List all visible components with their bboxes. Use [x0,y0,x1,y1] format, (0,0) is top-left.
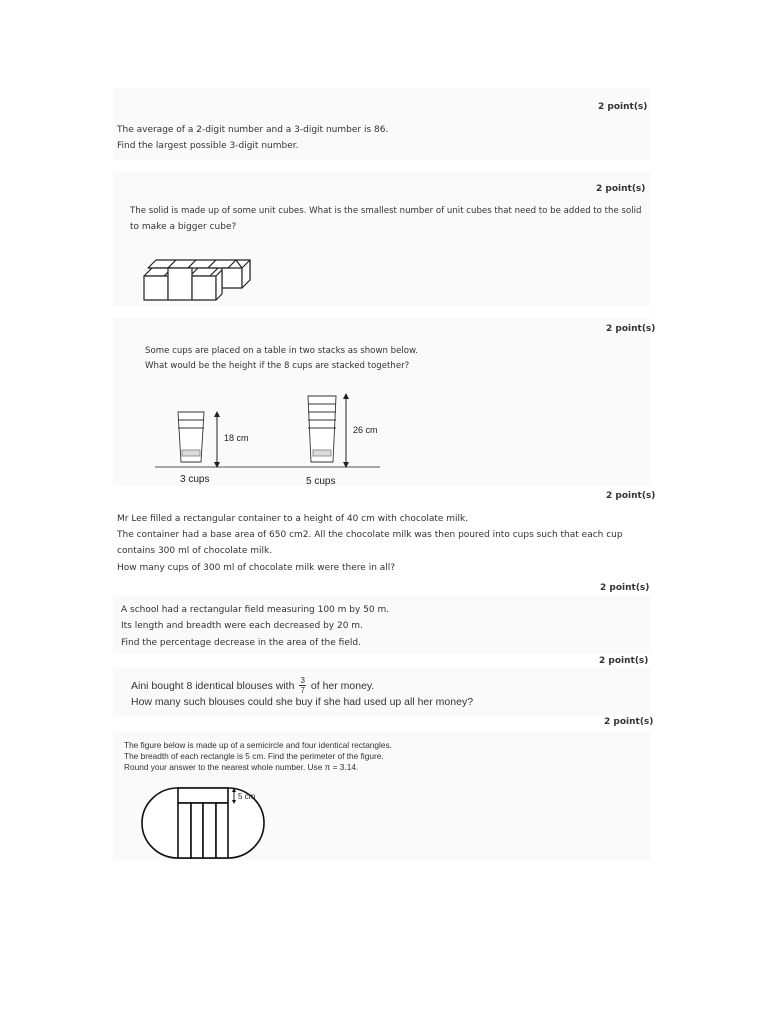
semicircle-rectangles-figure [138,786,268,862]
question-4-line-2: The container had a base area of 650 cm2. All the chocolate milk was then poured into cups such that each cup [117,530,623,540]
question-1-line-2: Find the largest possible 3-digit number. [117,141,299,151]
question-7-line-1: The figure below is made up of a semicircle and four identical rectangles. [124,740,392,750]
question-1-points: 2 point(s) [598,102,648,112]
question-6-line-1 [131,676,374,695]
question-6-points: 2 point(s) [599,656,649,666]
question-6-text-before: Aini bought 8 identical blouses with [131,679,295,692]
right-stack-caption: 5 cups [306,476,336,487]
question-3-line-2: What would be the height if the 8 cups are stacked together? [145,361,410,371]
unit-cubes-figure [140,256,256,304]
question-2-points: 2 point(s) [596,184,646,194]
question-5-line-3: Find the percentage decrease in the area of the field. [121,638,361,648]
cups-figure [150,390,385,490]
fraction-numerator: 3 [300,676,305,685]
question-7-line-3: Round your answer to the nearest whole number. Use π = 3.14. [124,762,359,772]
question-4-points: 2 point(s) [606,491,656,501]
question-3-line-1: Some cups are placed on a table in two stacks as shown below. [145,346,419,356]
question-2-line-1: The solid is made up of some unit cubes. What is the smallest number of unit cubes that need to be added to the solid [130,206,642,216]
question-7-points: 2 point(s) [604,717,654,727]
question-3-points: 2 point(s) [606,324,656,334]
question-4-line-4: How many cups of 300 ml of chocolate milk were there in all? [117,563,396,573]
question-5-line-2: Its length and breadth were each decreased by 20 m. [121,621,363,631]
question-2-line-2: to make a bigger cube? [130,222,237,232]
question-1-line-1: The average of a 2-digit number and a 3-digit number is 86. [117,125,389,135]
fraction [299,676,305,695]
left-stack-caption: 3 cups [180,474,210,485]
right-stack-height: 26 cm [353,425,378,435]
question-7-line-2: The breadth of each rectangle is 5 cm. Find the perimeter of the figure. [124,751,384,761]
fraction-denominator: 7 [300,686,305,695]
question-5-points: 2 point(s) [600,583,650,593]
question-6-line-2: How many such blouses could she buy if she had used up all her money? [131,696,474,708]
breadth-label: 5 cm [238,792,256,801]
left-stack-height: 18 cm [224,433,249,443]
question-6-text-after: of her money. [310,679,375,692]
question-5-line-1: A school had a rectangular field measuring 100 m by 50 m. [121,605,390,615]
question-4-line-3: contains 300 ml of chocolate milk. [117,546,273,556]
question-4-line-1: Mr Lee filled a rectangular container to a height of 40 cm with chocolate milk. [117,514,469,524]
